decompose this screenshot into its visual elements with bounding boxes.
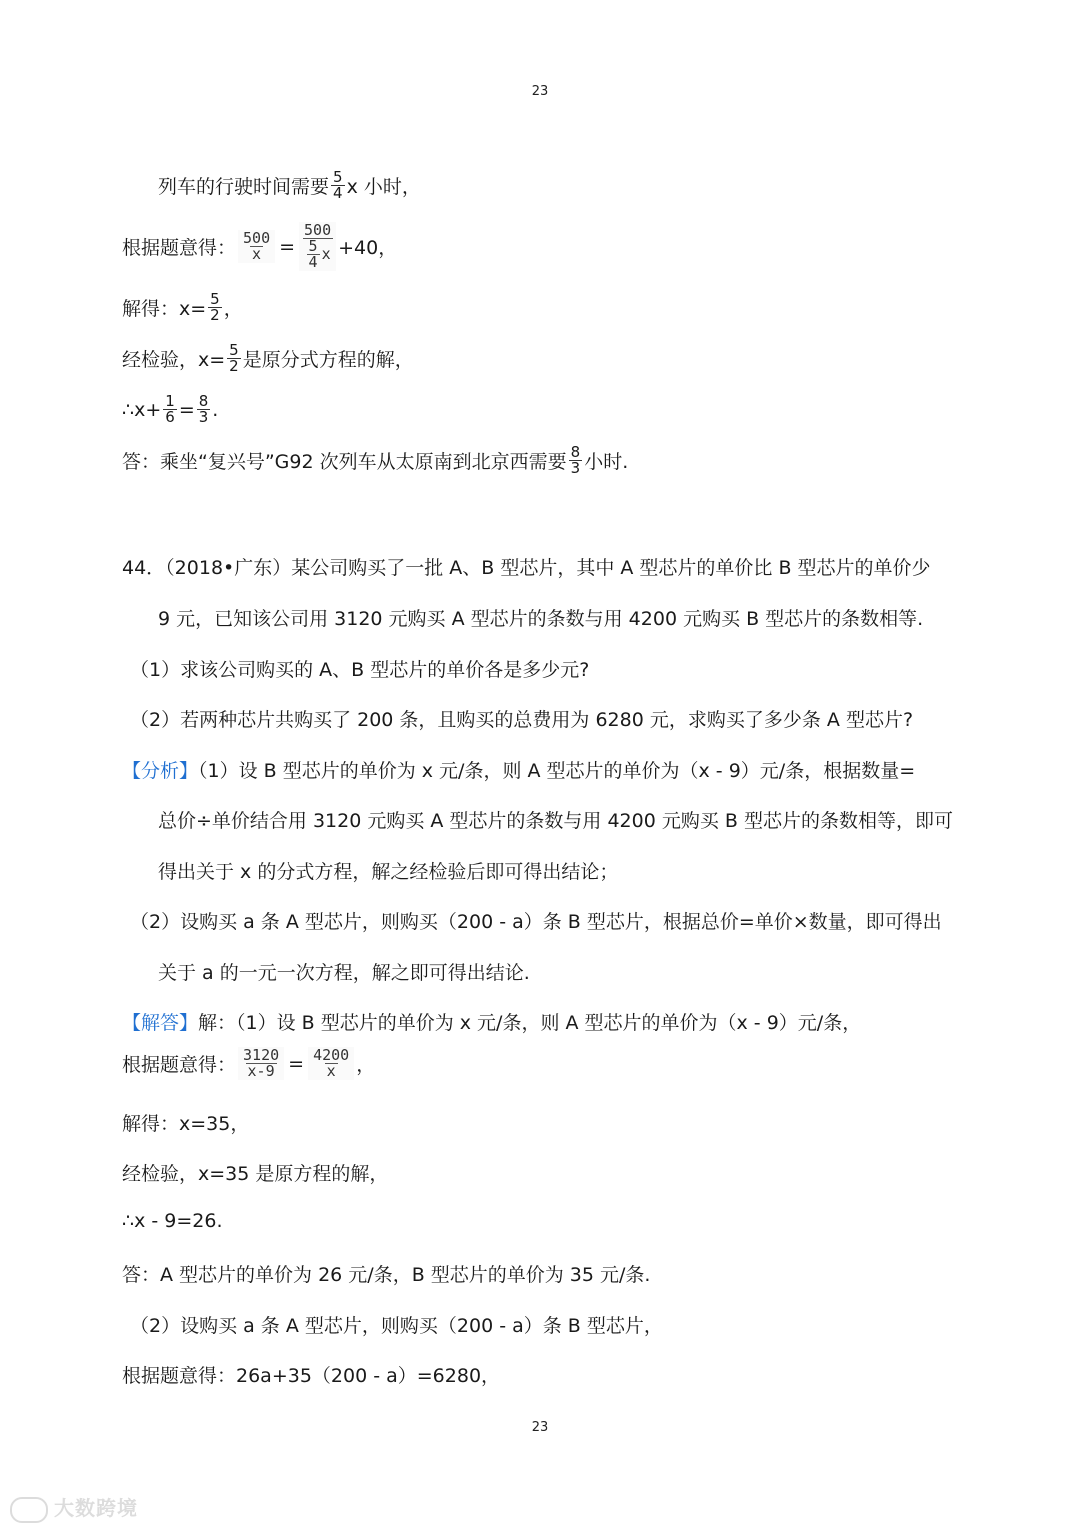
frac-den: x bbox=[252, 245, 262, 263]
analysis-line-2: 总价÷单价结合用 3120 元购买 A 型芯片的条数与用 4200 元购买 B 型芯片的条数相等，即可 bbox=[158, 810, 953, 832]
answer-line-3: 解得：x=35， bbox=[122, 1113, 250, 1135]
fraction-image bbox=[308, 1047, 354, 1080]
text: 经检验，x= bbox=[122, 349, 226, 371]
text: ， bbox=[223, 298, 243, 320]
fraction-image-nested bbox=[299, 222, 336, 271]
text: 是原分式方程的解， bbox=[242, 349, 414, 371]
frac-den: 4 bbox=[308, 253, 318, 271]
text: 根据题意得： bbox=[122, 237, 237, 259]
watermark bbox=[10, 1492, 138, 1523]
problem-line-2: 9 元，已知该公司用 3120 元购买 A 型芯片的条数与用 4200 元购买 B 型芯片的条数相等. bbox=[158, 608, 924, 630]
frac-num: 500 bbox=[304, 221, 332, 239]
problem-question-2: （2）若两种芯片共购买了 200 条，且购买的总费用为 6280 元，求购买了多少条 A 型芯片? bbox=[130, 709, 914, 731]
watermark-logo-icon bbox=[10, 1497, 48, 1523]
problem-question-1: （1）求该公司购买的 A、B 型芯片的单价各是多少元? bbox=[130, 659, 590, 681]
text: 小时. bbox=[584, 451, 629, 473]
frac-num: 3120 bbox=[243, 1046, 280, 1064]
problem-line-1: 44．（2018•广东）某公司购买了一批 A、B 型芯片，其中 A 型芯片的单价比 B 型芯片的单价少 bbox=[122, 557, 931, 579]
watermark-text: 大数跨境 bbox=[54, 1496, 138, 1520]
fraction bbox=[227, 343, 241, 374]
text: 答：乘坐“复兴号”G92 次列车从太原南到北京西需要 bbox=[122, 451, 567, 473]
text: （1）设 B 型芯片的单价为 x 元/条，则 A 型芯片的单价为（x - 9）元/条，根据数量= bbox=[198, 760, 916, 782]
frac-den: 2 bbox=[229, 357, 239, 375]
answer-line-6: 答：A 型芯片的单价为 26 元/条，B 型芯片的单价为 35 元/条. bbox=[122, 1264, 651, 1286]
text: 解得：x= bbox=[122, 298, 207, 320]
prev-line-time bbox=[158, 170, 421, 201]
frac-den: x-9 bbox=[247, 1062, 275, 1080]
prev-line-answer bbox=[122, 445, 628, 476]
inner-fraction bbox=[307, 239, 320, 270]
text: 列车的行驶时间需要 bbox=[158, 176, 330, 198]
frac-den: 4 bbox=[333, 184, 343, 202]
prev-line-solve bbox=[122, 292, 243, 323]
frac-num: 5 bbox=[229, 341, 239, 359]
text: x 小时， bbox=[346, 176, 421, 198]
answer-line-8: 根据题意得：26a+35（200 - a）=6280， bbox=[122, 1365, 501, 1387]
frac-num: 8 bbox=[570, 443, 581, 461]
analysis-line-3: 得出关于 x 的分式方程，解之经检验后即可得出结论； bbox=[158, 861, 619, 883]
answer-line-4: 经检验，x=35 是原方程的解， bbox=[122, 1163, 389, 1185]
text: +40， bbox=[338, 237, 398, 259]
fraction bbox=[569, 445, 583, 476]
answer-line-1 bbox=[122, 1008, 861, 1035]
frac-num: 8 bbox=[198, 392, 209, 410]
analysis-line-4: （2）设购买 a 条 A 型芯片，则购买（200 - a）条 B 型芯片，根据总价=单价×数量，即可得出 bbox=[130, 911, 942, 933]
answer-line-5: ∴x - 9=26. bbox=[122, 1210, 223, 1232]
frac-den: 6 bbox=[165, 408, 175, 426]
frac-den: 3 bbox=[198, 408, 209, 426]
prev-line-equation bbox=[122, 222, 397, 271]
equals: = bbox=[279, 235, 296, 258]
frac-den bbox=[303, 238, 333, 270]
text: . bbox=[212, 398, 219, 421]
analysis-line-5: 关于 a 的一元一次方程，解之即可得出结论. bbox=[158, 962, 530, 984]
answer-line-7: （2）设购买 a 条 A 型芯片，则购买（200 - a）条 B 型芯片， bbox=[130, 1315, 663, 1337]
equals: = bbox=[288, 1052, 305, 1075]
fraction bbox=[331, 170, 345, 201]
frac-num: 5 bbox=[333, 168, 343, 186]
frac-den: 3 bbox=[570, 459, 581, 477]
fraction-image bbox=[238, 1047, 284, 1080]
text: 解：（1）设 B 型芯片的单价为 x 元/条，则 A 型芯片的单价为（x - 9）元/条， bbox=[198, 1012, 862, 1034]
analysis-line-1 bbox=[122, 756, 915, 783]
text: ， bbox=[356, 1054, 376, 1076]
frac-den: x bbox=[326, 1062, 336, 1080]
frac-num: 500 bbox=[243, 229, 271, 247]
text: 根据题意得： bbox=[122, 1054, 237, 1076]
answer-line-equation bbox=[122, 1047, 375, 1080]
fraction-image bbox=[238, 230, 275, 263]
page-number-bottom: 23 bbox=[531, 1420, 549, 1435]
fraction bbox=[197, 394, 211, 425]
analysis-tag: 【分析】 bbox=[122, 760, 199, 782]
page-number-top: 23 bbox=[531, 84, 549, 99]
frac-num: 5 bbox=[308, 237, 318, 255]
text: ∴x+ bbox=[122, 398, 162, 421]
variable: x bbox=[321, 245, 331, 263]
frac-num: 1 bbox=[165, 392, 175, 410]
frac-num: 4200 bbox=[313, 1046, 350, 1064]
fraction bbox=[163, 394, 177, 425]
prev-line-check bbox=[122, 343, 414, 374]
equals: = bbox=[178, 398, 195, 421]
prev-line-therefore bbox=[122, 394, 218, 425]
frac-num: 5 bbox=[210, 290, 220, 308]
fraction bbox=[208, 292, 222, 323]
answer-tag: 【解答】 bbox=[122, 1012, 199, 1034]
frac-den: 2 bbox=[210, 306, 220, 324]
